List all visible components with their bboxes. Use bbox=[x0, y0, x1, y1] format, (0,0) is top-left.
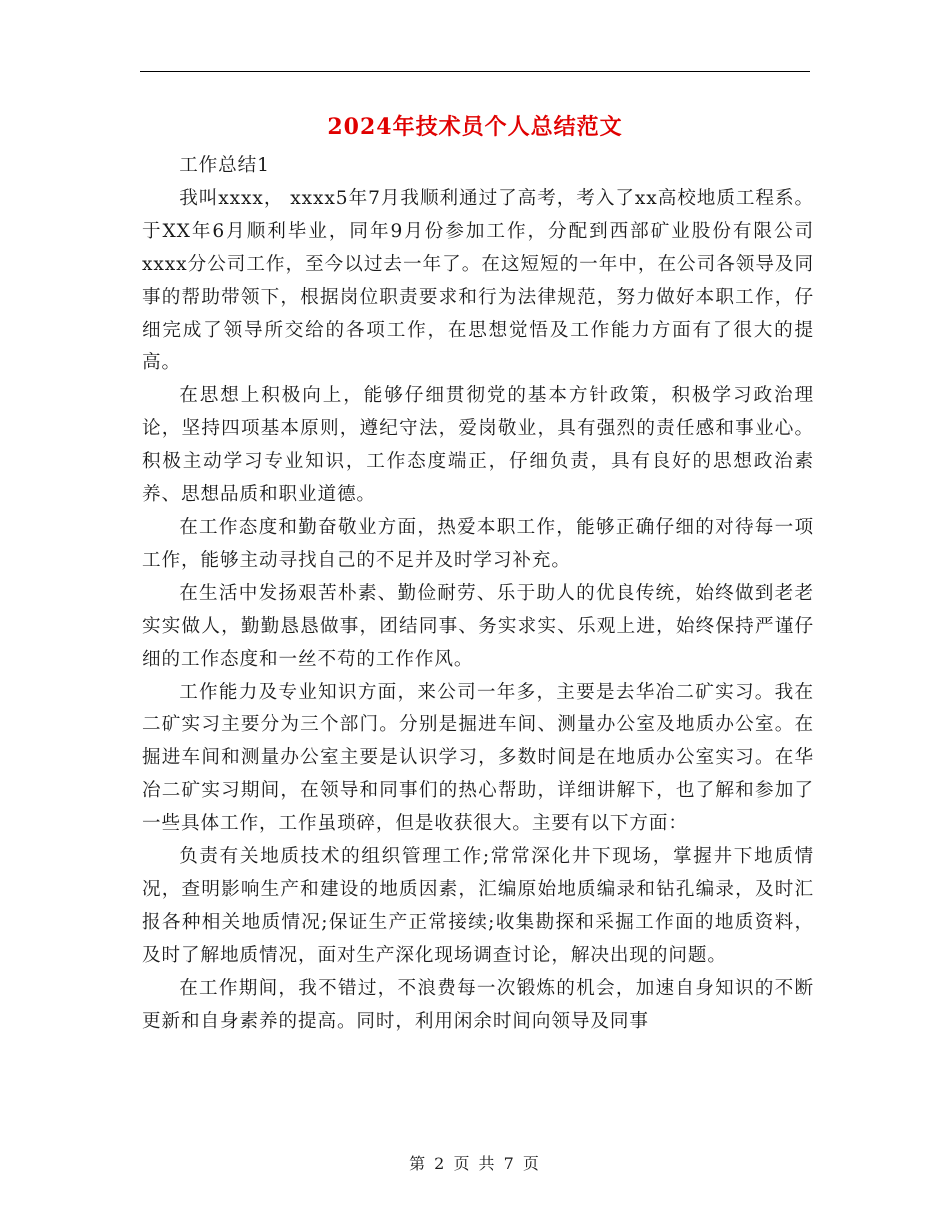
paragraph: 在工作态度和勤奋敬业方面，热爱本职工作，能够正确仔细的对待每一项工作，能够主动寻找自己的不足并及时学习补充。 bbox=[142, 516, 814, 571]
document-body bbox=[142, 150, 814, 1038]
document-title: 2024年技术员个人总结范文 bbox=[327, 114, 623, 140]
page-number-footer: 第 2 页 共 7 页 bbox=[409, 1154, 541, 1173]
paragraph: 在工作期间，我不错过，不浪费每一次锻炼的机会，加速自身知识的不断更新和自身素养的提高。同时，利用闲余时间向领导及同事 bbox=[142, 977, 814, 1032]
paragraph: 工作能力及专业知识方面，来公司一年多，主要是去华冶二矿实习。我在二矿实习主要分为三个部门。分别是掘进车间、测量办公室及地质办公室。在掘进车间和测量办公室主要是认识学习，多数时间是在地质办公室实习。在华冶二矿实习期间，在领导和同事们的热心帮助，详细讲解下，也了解和参加了一些具体工作，工作虽琐碎，但是收获很大。主要有以下方面： bbox=[142, 681, 814, 835]
header-rule bbox=[140, 71, 810, 72]
paragraph: 我叫xxxx， xxxx5年7月我顺利通过了高考，考入了xx高校地质工程系。于XX年6月顺利毕业，同年9月份参加工作，分配到西部矿业股份有限公司xxxx分公司工作，至今以过去一年了。在这短短的一年中，在公司各领导及同事的帮助带领下，根据岗位职责要求和行为法律规范，努力做好本职工作，仔细完成了领导所交给的各项工作，在思想觉悟及工作能力方面有了很大的提高。 bbox=[142, 187, 814, 374]
paragraph: 在生活中发扬艰苦朴素、勤俭耐劳、乐于助人的优良传统，始终做到老老实实做人，勤勤恳恳做事，团结同事、务实求实、乐观上进，始终保持严谨仔细的工作态度和一丝不苟的工作作风。 bbox=[142, 582, 814, 670]
paragraph: 负责有关地质技术的组织管理工作;常常深化井下现场，掌握井下地质情况，查明影响生产和建设的地质因素，汇编原始地质编录和钻孔编录，及时汇报各种相关地质情况;保证生产正常接续;收集勘探和采掘工作面的地质资料，及时了解地质情况，面对生产深化现场调查讨论，解决出现的问题。 bbox=[142, 846, 814, 966]
paragraph: 在思想上积极向上，能够仔细贯彻党的基本方针政策，积极学习政治理论，坚持四项基本原则，遵纪守法，爱岗敬业，具有强烈的责任感和事业心。积极主动学习专业知识，工作态度端正，仔细负责，具有良好的思想政治素养、思想品质和职业道德。 bbox=[142, 385, 814, 506]
section-heading: 工作总结1 bbox=[179, 155, 270, 176]
